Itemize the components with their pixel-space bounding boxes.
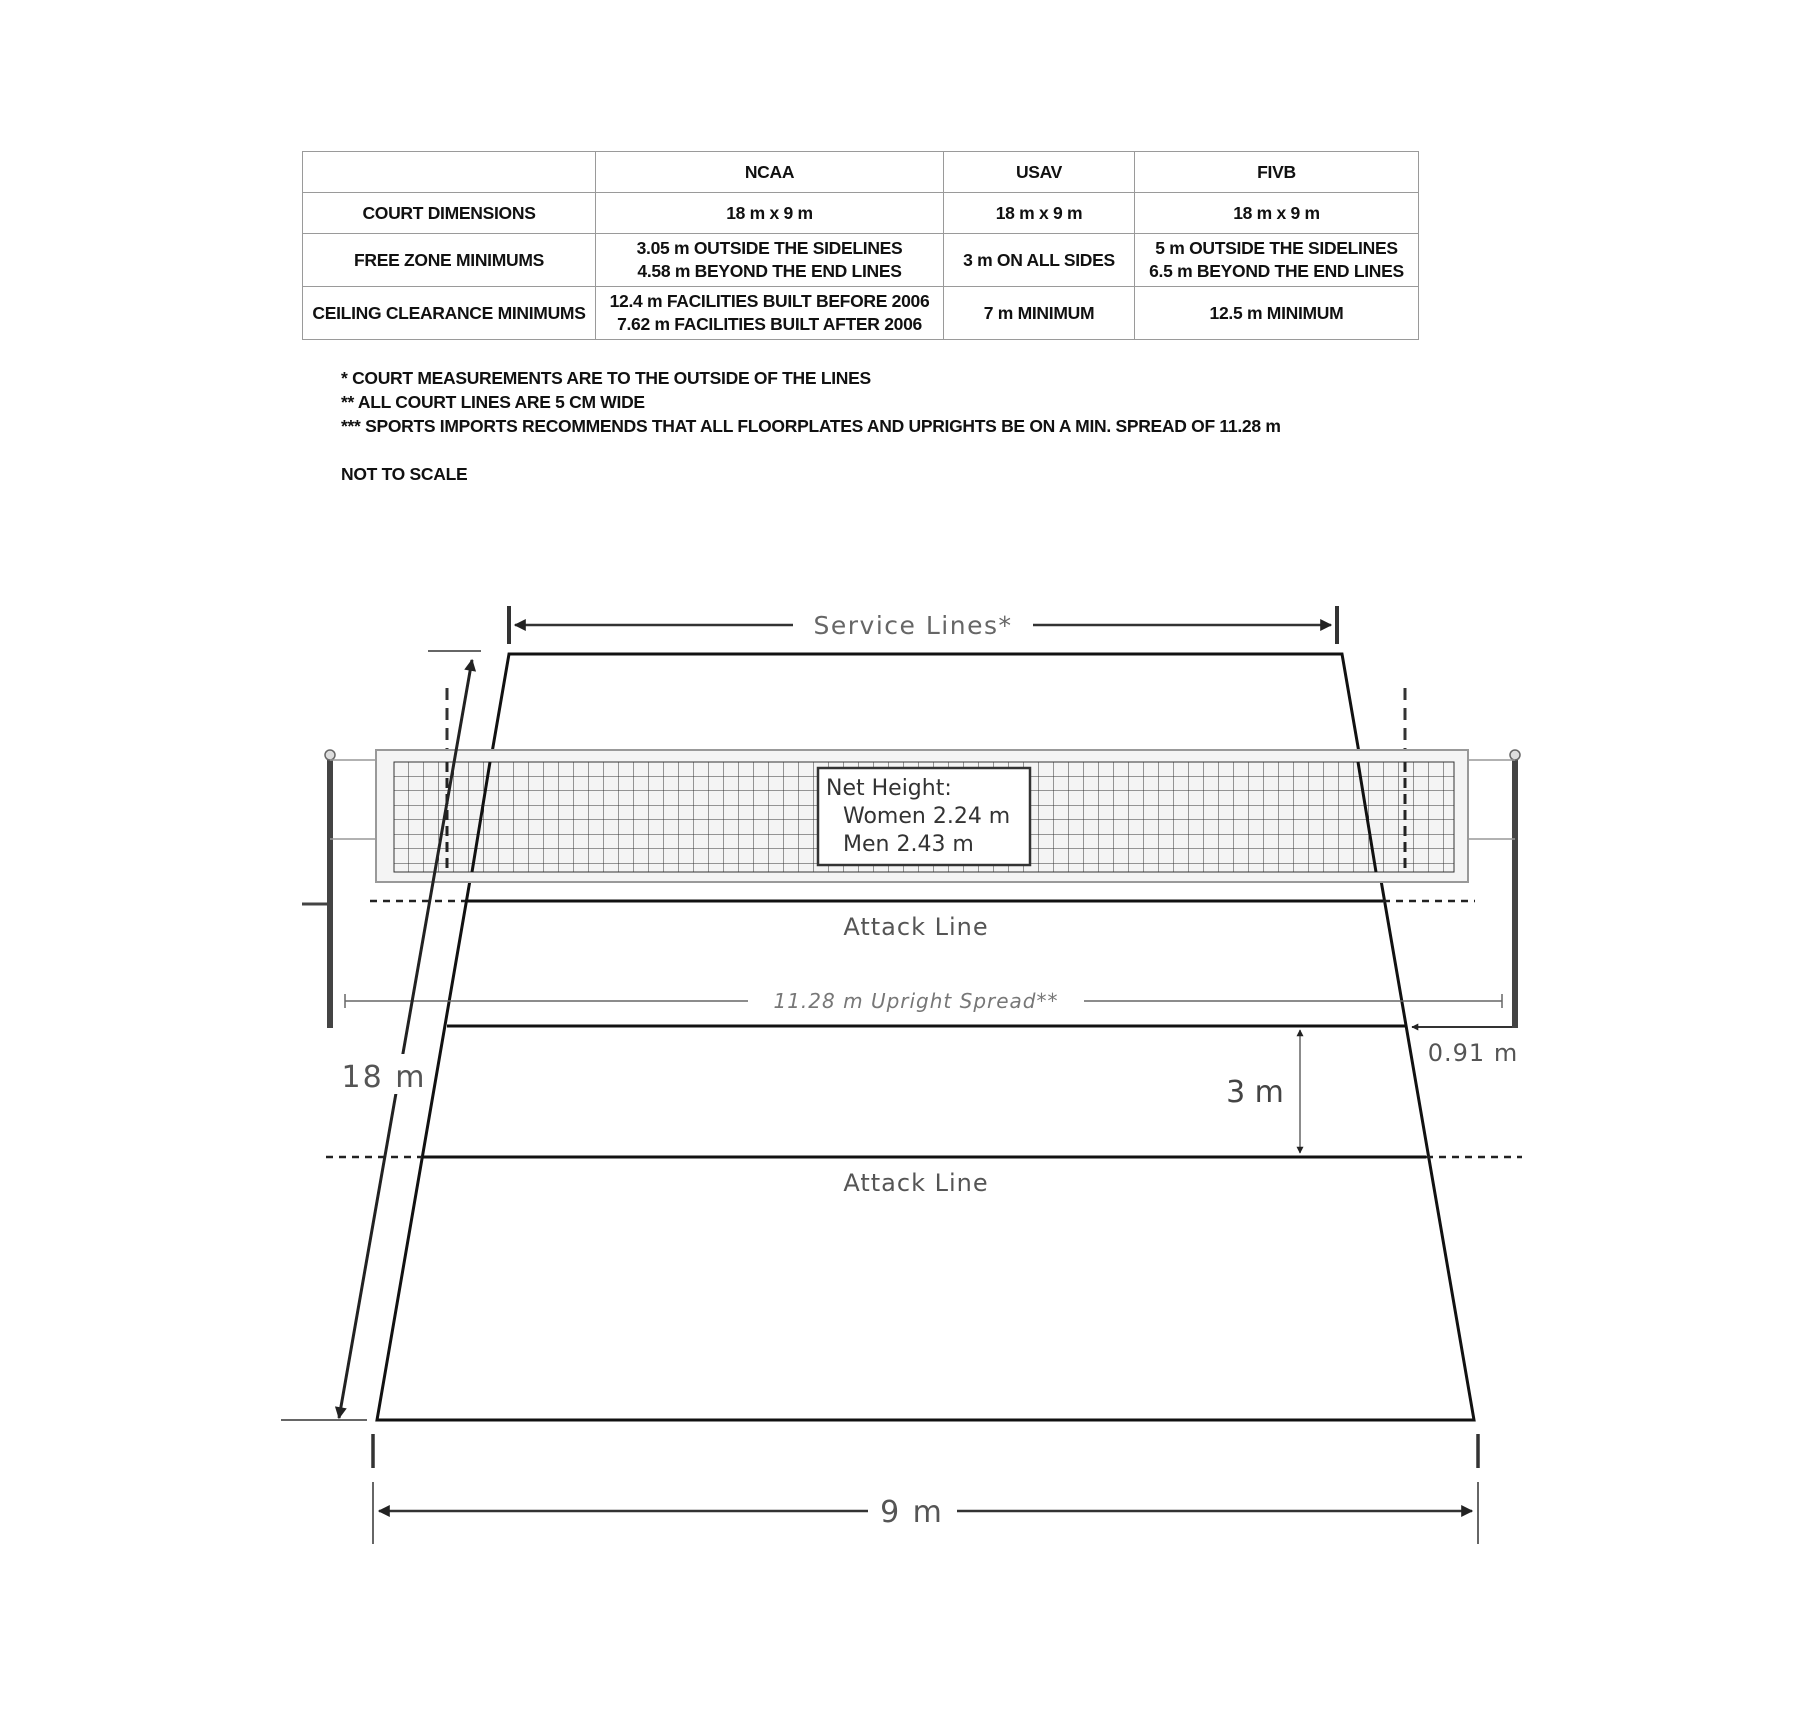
attack-line-label: Attack Line: [843, 1169, 989, 1197]
attack-zone-dimension: [1226, 1030, 1300, 1153]
cell-line: 4.58 m BEYOND THE END LINES: [637, 261, 902, 281]
cell-line: 7.62 m FACILITIES BUILT AFTER 2006: [617, 314, 922, 334]
upright-spread-dimension: [345, 989, 1502, 1013]
service-lines-dimension: [509, 606, 1337, 644]
cell-line: 12.4 m FACILITIES BUILT BEFORE 2006: [609, 291, 930, 311]
footnote: * COURT MEASUREMENTS ARE TO THE OUTSIDE OF THE LINES: [341, 368, 871, 388]
attack-line-label: Attack Line: [843, 913, 989, 941]
width-dimension: [373, 1434, 1478, 1544]
header-cell-fivb: FIVB: [1135, 152, 1419, 193]
cell-line: 18 m x 9 m: [1233, 202, 1320, 223]
post-offset-dimension: [1412, 1027, 1518, 1067]
bottom-attack-line: [326, 1157, 1522, 1197]
post-offset-label: 0.91 m: [1427, 1039, 1519, 1067]
cell-line: 3.05 m OUTSIDE THE SIDELINES: [636, 238, 903, 258]
cell-line: 5 m OUTSIDE THE SIDELINES: [1155, 238, 1398, 258]
header-cell-usav: USAV: [944, 152, 1135, 193]
footnote: *** SPORTS IMPORTS RECOMMENDS THAT ALL FLOORPLATES AND UPRIGHTS BE ON A MIN. SPREAD OF 11.28 m: [341, 416, 1281, 436]
cell-line: 7 m MINIMUM: [983, 302, 1095, 323]
net-height-women: Women 2.24 m: [843, 804, 1011, 829]
width-label: 9 m: [880, 1495, 944, 1530]
left-post: [302, 750, 335, 1028]
top-attack-line: [370, 901, 1475, 941]
cell-line: 18 m x 9 m: [726, 202, 813, 223]
net-height-box: [818, 768, 1030, 865]
row-label: COURT DIMENSIONS: [303, 193, 596, 234]
right-post: [1510, 750, 1520, 1028]
post-cap: [1510, 750, 1520, 760]
header-cell-ncaa: NCAA: [596, 152, 944, 193]
service-lines-label: Service Lines*: [813, 611, 1013, 640]
post-cap: [325, 750, 335, 760]
net-height-title: Net Height:: [826, 776, 952, 801]
length-label: 18 m: [341, 1060, 427, 1095]
not-to-scale-note: NOT TO SCALE: [341, 464, 468, 484]
cell-line: 6.5 m BEYOND THE END LINES: [1149, 261, 1404, 281]
upright-spread-label: 11.28 m Upright Spread**: [773, 989, 1059, 1013]
cell-line: 3 m ON ALL SIDES: [963, 249, 1115, 270]
attack-zone-label: 3 m: [1226, 1075, 1284, 1110]
row-label: FREE ZONE MINIMUMS: [303, 234, 596, 287]
row-label: CEILING CLEARANCE MINIMUMS: [303, 287, 596, 340]
footnote: ** ALL COURT LINES ARE 5 CM WIDE: [341, 392, 645, 412]
cell-line: 18 m x 9 m: [995, 202, 1083, 223]
cell-line: 12.5 m MINIMUM: [1209, 302, 1344, 323]
net-height-men: Men 2.43 m: [843, 832, 974, 857]
